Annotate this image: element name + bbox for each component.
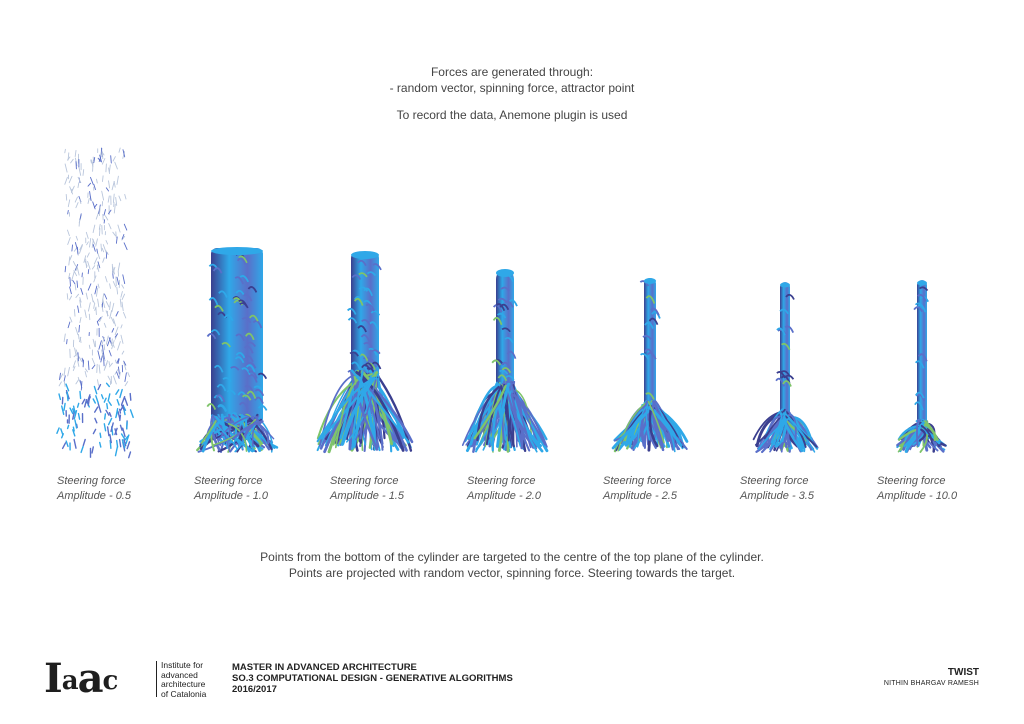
caption-value: Amplitude - 0.5 <box>57 490 131 502</box>
institute-line-1: Institute for <box>161 660 204 670</box>
iaac-logo <box>44 655 118 702</box>
caption-value: Amplitude - 1.5 <box>330 490 404 502</box>
caption-label: Steering force <box>57 475 126 487</box>
institute-line-3: architecture <box>161 679 206 689</box>
caption-label: Steering force <box>467 475 536 487</box>
institute-line-4: of Catalonia <box>161 688 207 699</box>
project-title: TWIST <box>947 667 979 678</box>
footer <box>0 655 1024 705</box>
simulation-figures <box>0 140 1024 460</box>
logo-letter-i: I <box>44 655 62 702</box>
caption-amplitude-0-5 <box>57 474 187 504</box>
intro-line-2: - random vector, spinning force, attractor point <box>389 81 635 95</box>
institute-line-2: advanced <box>161 669 198 680</box>
simulation-figures-svg <box>0 140 1024 460</box>
project-info <box>884 667 979 688</box>
institute-name <box>161 661 206 699</box>
caption-amplitude-2-0 <box>467 474 597 504</box>
figure-amplitude-1-5 <box>318 251 412 452</box>
course-title: SO.3 COMPUTATIONAL DESIGN - GENERATIVE ALGORITHMS <box>232 673 513 684</box>
intro-line-1: Forces are generated through: <box>430 65 594 79</box>
logo-letter-a2: a <box>77 655 103 702</box>
caption-label: Steering force <box>330 475 399 487</box>
academic-year: 2016/2017 <box>232 684 277 695</box>
caption-label: Steering force <box>877 475 946 487</box>
figure-amplitude-2-0 <box>463 269 547 452</box>
figure-amplitude-0-5 <box>57 148 133 458</box>
figure-amplitude-1-0 <box>197 247 277 452</box>
figure-amplitude-2-5 <box>613 278 687 452</box>
caption-value: Amplitude - 2.5 <box>603 490 677 502</box>
caption-amplitude-2-5 <box>603 474 733 504</box>
project-author: NITHIN BHARGAV RAMESH <box>883 680 979 687</box>
program-info <box>232 662 513 695</box>
caption-label: Steering force <box>603 475 672 487</box>
caption-amplitude-1-0 <box>194 474 324 504</box>
caption-value: Amplitude - 1.0 <box>194 490 268 502</box>
logo-divider <box>156 661 157 697</box>
intro-line-3: To record the data, Anemone plugin is used <box>396 108 628 122</box>
caption-value: Amplitude - 2.0 <box>467 490 541 502</box>
outro-text <box>0 549 1024 581</box>
caption-amplitude-10-0 <box>877 474 1007 504</box>
caption-label: Steering force <box>194 475 263 487</box>
program-title: MASTER IN ADVANCED ARCHITECTURE <box>232 662 417 673</box>
figure-amplitude-10-0 <box>897 280 946 452</box>
caption-value: Amplitude - 10.0 <box>877 490 958 502</box>
logo-letter-a1: a <box>61 666 78 696</box>
outro-line-2: Points are projected with random vector, spinning force. Steering towards the target. <box>288 566 736 580</box>
figure-amplitude-3-5 <box>754 282 818 452</box>
caption-label: Steering force <box>740 475 809 487</box>
outro-line-1: Points from the bottom of the cylinder are targeted to the centre of the top plane of the cylinder. <box>260 550 764 564</box>
intro-text <box>0 64 1024 123</box>
caption-amplitude-1-5 <box>330 474 460 504</box>
logo-letter-c: c <box>102 666 118 696</box>
caption-value: Amplitude - 3.5 <box>740 490 814 502</box>
caption-amplitude-3-5 <box>740 474 870 504</box>
